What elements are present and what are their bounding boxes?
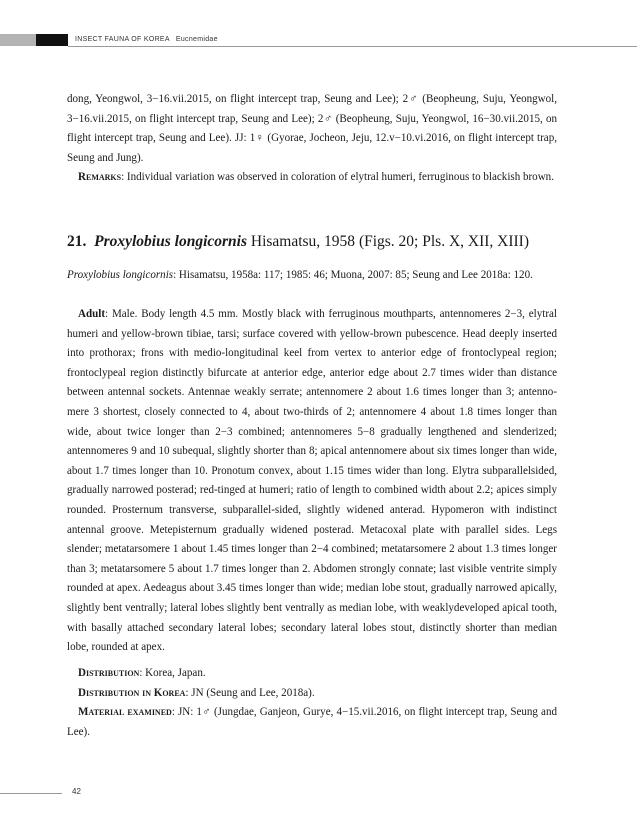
header-black-bar: [36, 34, 68, 46]
species-heading: [67, 231, 529, 253]
adult-label: Adult: [78, 308, 106, 320]
distribution-korea-paragraph: [67, 684, 557, 704]
description-block: [67, 305, 557, 658]
family-name: Eucnemidae: [175, 36, 218, 43]
page-number: 42: [72, 787, 81, 796]
species-figs: (Figs. 20; Pls. X, XII, XIII): [355, 233, 529, 250]
species-number: 21.: [67, 233, 87, 250]
adult-description: : Male. Body length 4.5 mm. Mostly black with ferruginous mouthparts, antennomeres 2−3, elytral humeri and yellow-brown tibiae, tarsi; surface covered with yellow-brown pubescence. Head deeply inserted into prothorax; frons with medio-longitudinal keel from vertex to anterior edge of frontoclypeal region; frontoclypeal region distinctly bifurcate at anterior edge, anterior edge about 2.7 times wider than distance between antennal sockets. Antennae weakly serrate; antennomere 2 about 1.6 times longer than 3; antennomere 3 shortest, closely connected to 4, about two-thirds of 2; antennomere 4 about 1.8 times longer than wide, about twice longer than 2−3 combined; antennomeres 5−8 gradually lengthened and slenderized; antennomeres 9 and 10 subequal, slightly shorter than 8; apical antennomere about six times longer than wide, about 1.7 times longer than 10. Pronotum convex, about 1.15 times wider than long. Elytra subparallelsided, gradually narrowed posterad; red-tinged at humeri; ratio of length to combined width about 2.2; apices simply rounded. Prosternum transverse, subparallel-sided, slightly widened anterad. Hypomeron with indistinct antennal groove. Metepisternum gradually widened posterad. Metacoxal plate with parallel sides. Legs slender; metatarsomere 1 about 1.45 times longer than 2−4 combined; metatarsomere 2 about 1.3 times longer than 3; metatarsomere 5 about 1.7 times longer than 2. Abdomen strongly connate; last visible ventrite simply rounded at apex. Aedeagus about 3.45 times longer than wide; median lobe stout, gradually narrowed apically, slightly bent ventrally; lateral lobes slightly bent ventrally as median lobe, with weaklydeveloped apical tooth, with basally attached secondary lateral lobes; secondary lateral lobes stout, distinctly shorter than median lobe, rounded at apex.: [67, 308, 557, 654]
header-rule: [68, 46, 637, 47]
synonymy-refs: : Hisamatsu, 1958a: 117; 1985: 46; Muona, 2007: 85; Seung and Lee 2018a: 120.: [173, 269, 533, 281]
species-name: Proxylobius longicornis: [94, 233, 247, 250]
records-block: [67, 90, 557, 188]
distribution-paragraph: [67, 664, 557, 684]
running-header: [75, 35, 218, 45]
material-paragraph: [67, 703, 557, 742]
distribution-block: [67, 664, 557, 742]
species-author: Hisamatsu, 1958: [247, 233, 356, 250]
distribution-label: Distribution: [78, 667, 140, 679]
material-text: : JN: 1♂ (Jungdae, Ganjeon, Gurye, 4−15.vii.2016, on flight intercept trap, Seung and Lee).: [67, 706, 557, 738]
header-grey-bar: [0, 34, 36, 46]
material-label: Material examined: [78, 706, 172, 719]
synonymy-name: Proxylobius longicornis: [67, 269, 174, 281]
distribution-korea-label: Distribution in Korea: [78, 686, 186, 699]
remarks-paragraph: [67, 168, 557, 188]
remarks-label: Remarks: [78, 171, 122, 184]
description-paragraph: [67, 305, 557, 658]
running-title: INSECT FAUNA OF KOREA: [75, 36, 170, 43]
material-records: dong, Yeongwol, 3−16.vii.2015, on flight intercept trap, Seung and Lee); 2♂ (Beopheung, Suju, Yeongwol, 3−16.vii.2015, on flight intercept trap, Seung and Lee); 2♂ (Beopheung, Suju, Yeongwol, 16−30.vii.2015, on flight intercept trap, Seung and Lee). JJ: 1♀ (Gyorae, Jocheon, Jeju, 12.v−10.vi.2016, on flight intercept trap, Seung and Jung).: [67, 93, 557, 164]
distribution-text: : Korea, Japan.: [139, 667, 206, 679]
distribution-korea-text: : JN (Seung and Lee, 2018a).: [185, 686, 315, 699]
synonymy: [67, 266, 557, 286]
footer-rule: [0, 793, 62, 794]
remarks-text: : Individual variation was observed in coloration of elytral humeri, ferruginous to blackish brown.: [121, 171, 554, 184]
